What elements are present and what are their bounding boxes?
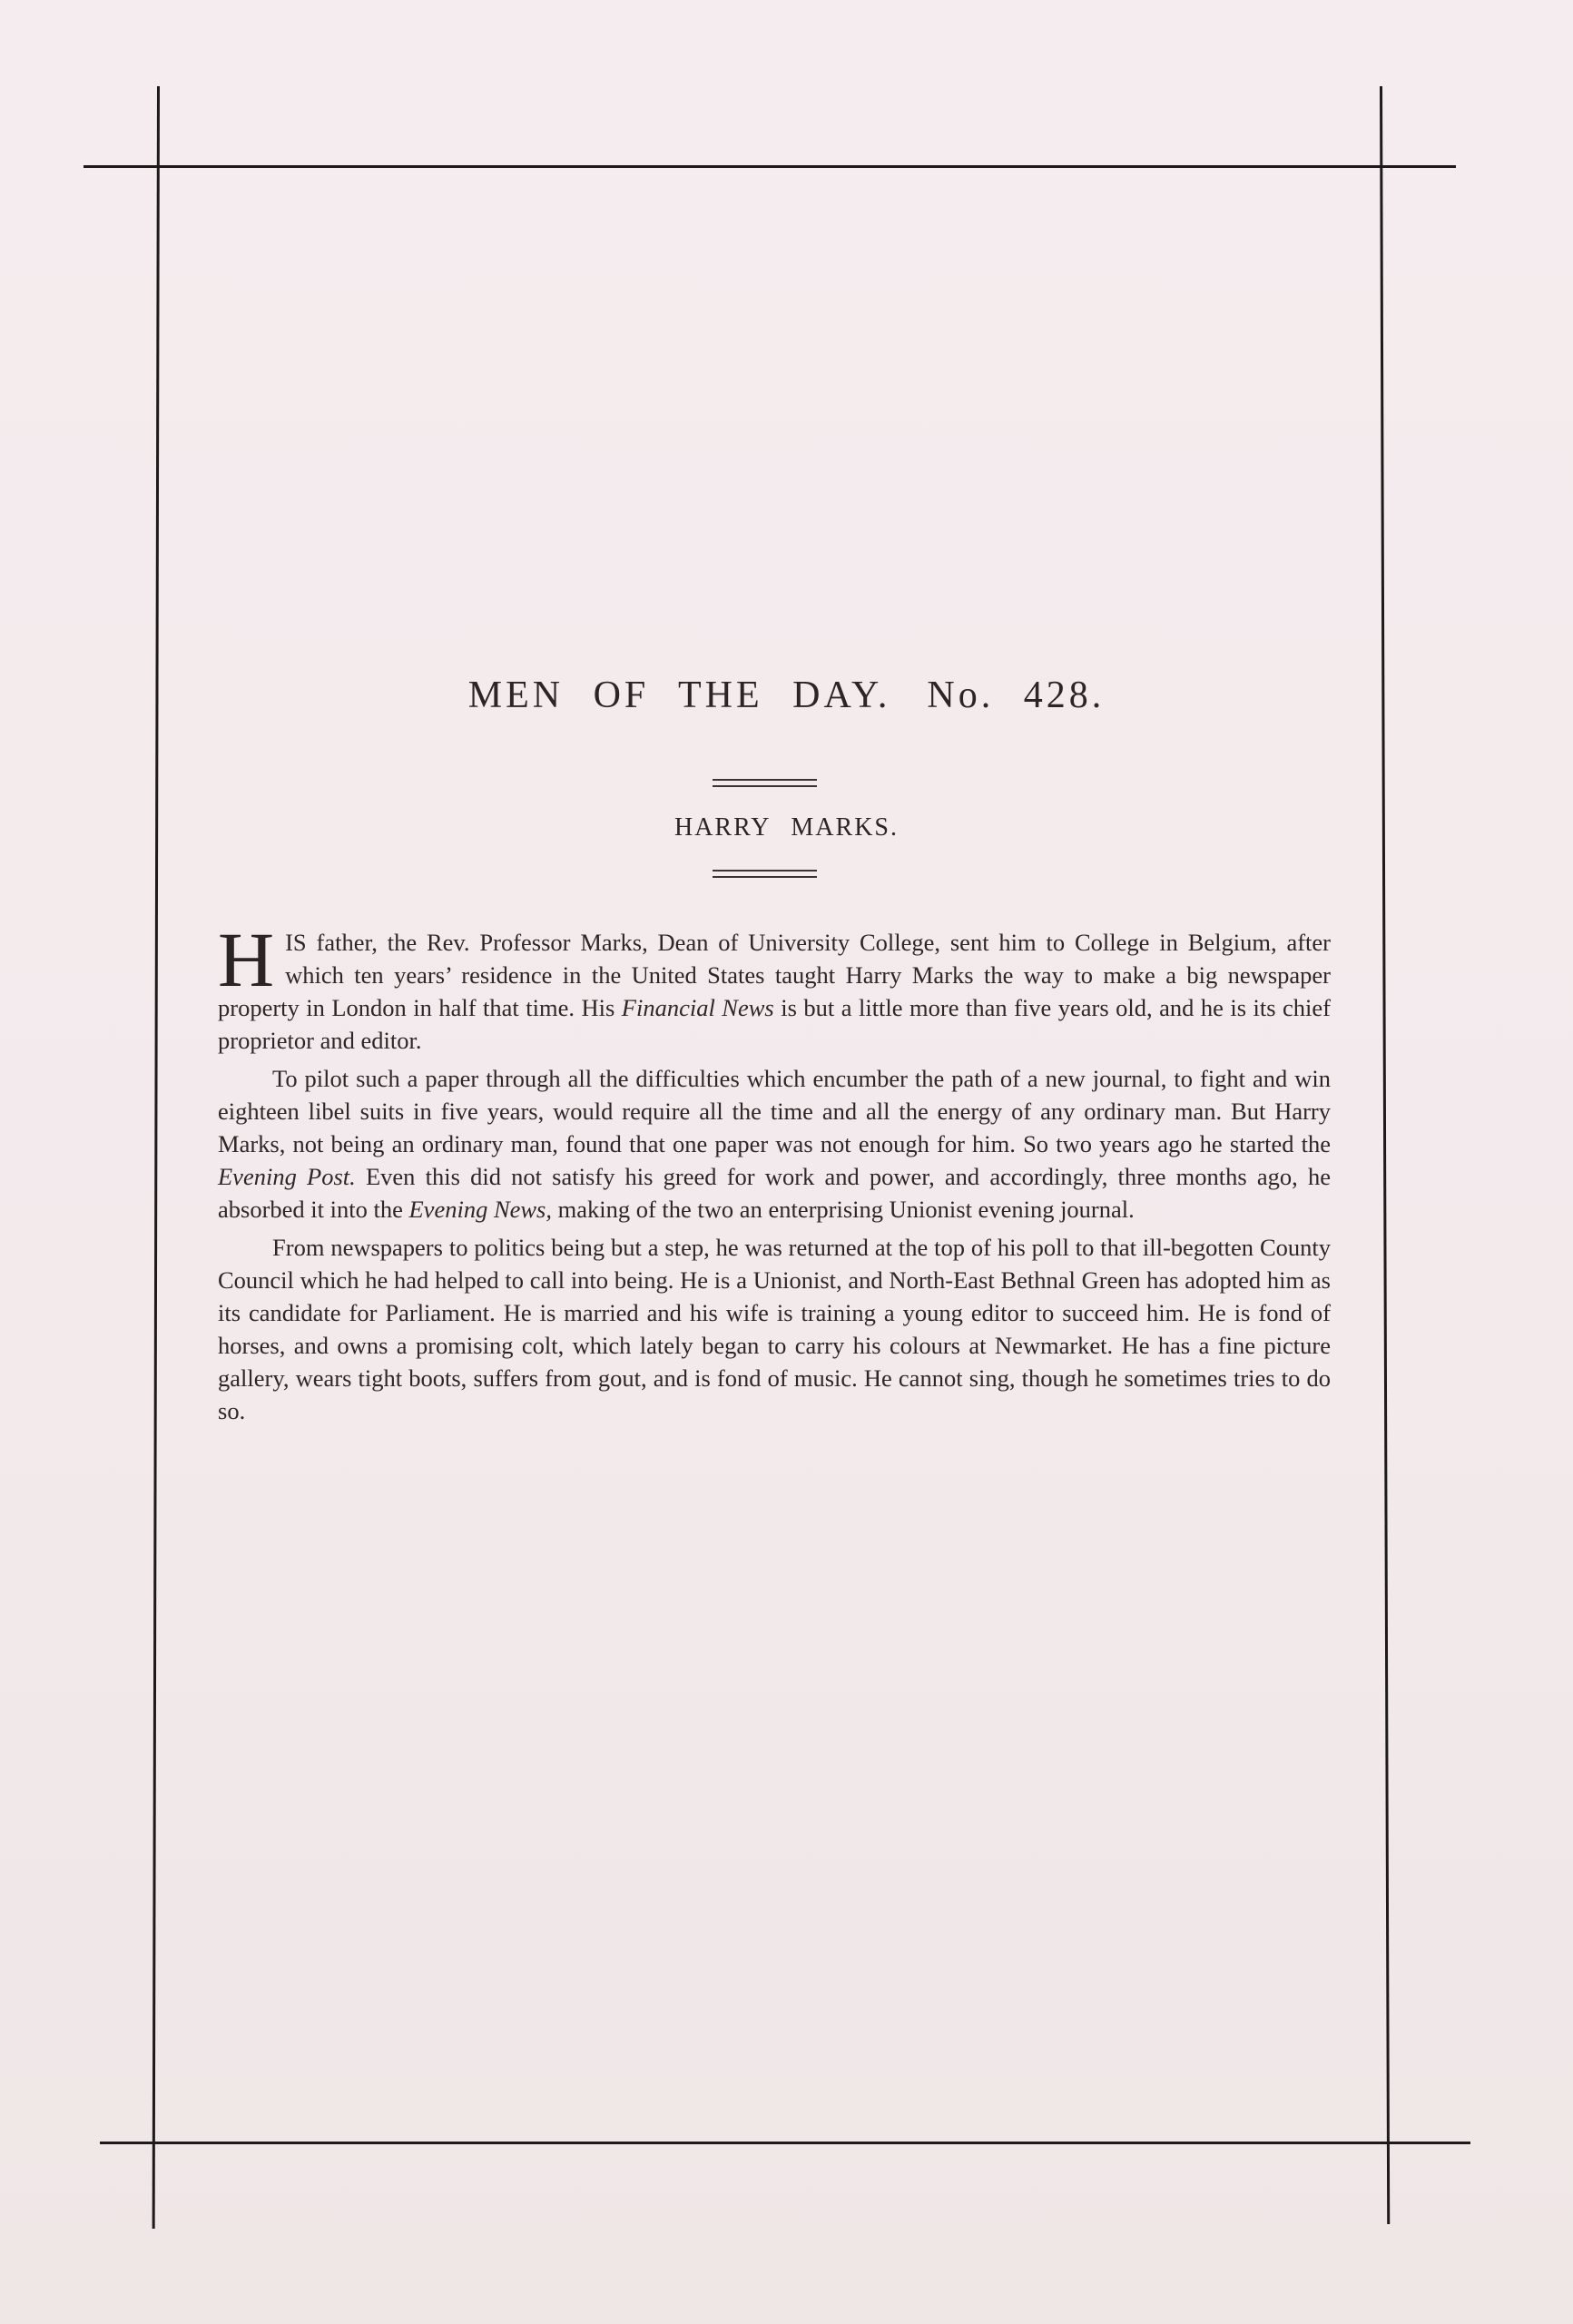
paragraph-1-text-b: is but a little more than five years old, and he is its chief proprietor and editor.: [218, 994, 1331, 1054]
title-divider-top: [713, 779, 817, 787]
frame-right-rule: [1380, 86, 1390, 2224]
paragraph-2: [218, 1062, 1331, 1226]
paragraph-1-italic: Financial News: [621, 994, 774, 1021]
paragraph-2-italic-2: Evening News,: [408, 1196, 552, 1223]
paragraph-1-text-a: IS father, the Rev. Professor Marks, Dean of University College, sent him to College in Belgium, after which ten years’ residence in the United States taught Harry Marks the way to make a big newspaper property in London in half that time. His: [218, 929, 1331, 1021]
paragraph-2-italic-1: Evening Post.: [218, 1163, 356, 1190]
paragraph-2-text-a: To pilot such a paper through all the difficulties which encumber the path of a new journal, to fight and win eighteen libel suits in five years, would require all the time and all the energy of any ordinary man. But Harry Marks, not being an ordinary man, found that one paper was not enough for him. So two years ago he started the: [218, 1065, 1331, 1157]
issue-number: No. 428.: [927, 675, 1106, 716]
frame-left-rule: [152, 86, 160, 2229]
drop-cap: H: [218, 916, 275, 1003]
paragraph-2-text-b: Even this did not satisfy his greed for work and power, and accordingly, three months ago, he absorbed it into the: [218, 1163, 1331, 1223]
frame-bottom-rule: [100, 2142, 1470, 2144]
subject-name: HARRY MARKS.: [673, 813, 899, 842]
frame-top-rule: [84, 165, 1456, 168]
title-divider-bottom: [713, 870, 817, 878]
article-body: [218, 916, 1331, 1433]
paragraph-2-text-c: making of the two an enterprising Unionist evening journal.: [552, 1196, 1135, 1223]
paragraph-3: From newspapers to politics being but a step, he was returned at the top of his poll to that ill-begotten County Council which he had helped to call into being. He is a Unionist, and North-East Bethnal Green has adopted him as its candidate for Parliament. He is married and his wife is training a young editor to succeed him. He is fond of horses, and owns a promising colt, which lately began to carry his colours at Newmarket. He has a fine picture gallery, wears tight boots, suffers from gout, and is fond of music. He cannot sing, though he sometimes tries to do so.: [218, 1234, 1331, 1424]
series-title: MEN OF THE DAY.: [467, 675, 891, 716]
page-title: [0, 674, 1573, 717]
paragraph-1: [218, 916, 1331, 1057]
